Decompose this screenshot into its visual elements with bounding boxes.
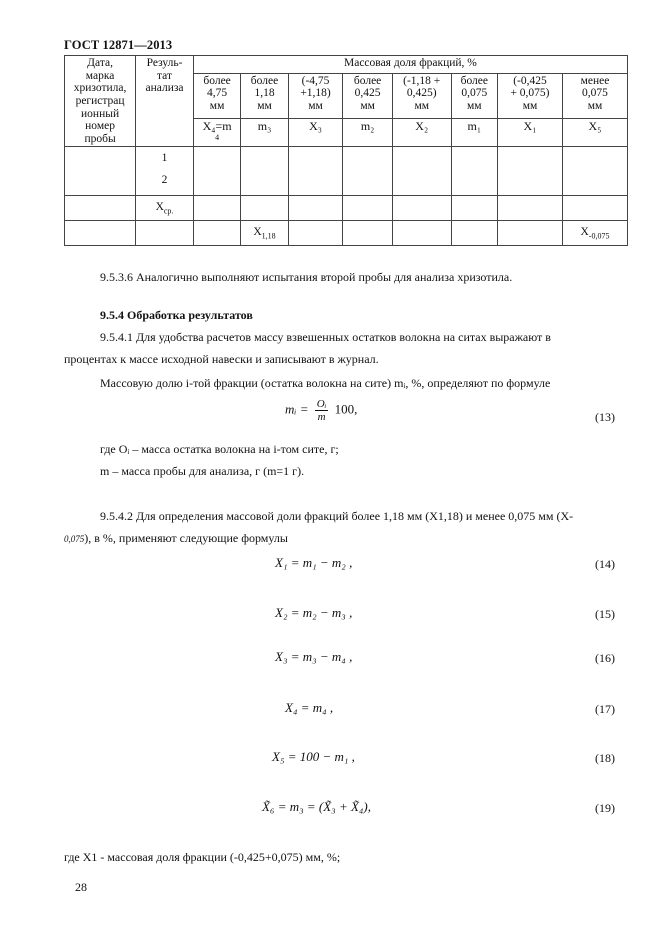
result-x118: $X_{1,18}$ xyxy=(241,221,288,246)
header-line: 0,425 xyxy=(354,87,381,100)
where-x1-definition: где X1 - массовая доля фракции (-0,425+0,075) мм, %; xyxy=(64,850,341,864)
fraction-symbol: m₂ xyxy=(343,119,392,147)
fraction-size-header xyxy=(562,73,627,119)
fraction-size-header xyxy=(193,73,240,119)
paragraph-9-5-4-1-line1: 9.5.4.1 Для удобства расчетов массу взвешенных остатков волокна на ситах выражают в xyxy=(100,330,551,344)
formula-18: X₅ = 100 − m₁ , xyxy=(272,749,355,764)
fraction-symbol: m₁ xyxy=(451,119,497,147)
column-group-header: Массовая доля фракций, % xyxy=(193,56,627,74)
fraction-symbol: X₅ xyxy=(562,119,627,147)
equation-number-17: (17) xyxy=(595,702,615,716)
formula-16: X₃ = m₃ − m₄ , xyxy=(275,649,353,664)
header-line: мм xyxy=(257,99,272,112)
header-line: 0,075 xyxy=(582,87,608,100)
header-line: 4,75 xyxy=(207,87,228,100)
header-line: мм xyxy=(360,99,375,112)
header-line: 1,18 xyxy=(254,87,275,100)
paragraph-9-5-4-2-line2: 0,075), в %, применяют следующие формулы xyxy=(64,531,288,545)
header-line: мм xyxy=(587,99,603,112)
equation-number-18: (18) xyxy=(595,751,615,765)
fractions-table xyxy=(64,55,628,246)
header-line: мм xyxy=(467,99,482,112)
paragraph-9-5-4-1-line2: процентах к массе исходной навески и записывают в журнал. xyxy=(64,352,379,366)
header-line: более xyxy=(353,74,382,87)
fraction-size-header xyxy=(241,73,288,119)
paragraph-9-5-4-2-line1: 9.5.4.2 Для определения массовой доли фракций более 1,18 мм (X1,18) и менее 0,075 мм (X- xyxy=(100,509,574,523)
header-line: мм xyxy=(209,99,225,112)
fraction-size-header xyxy=(288,73,343,119)
page-number: 28 xyxy=(75,880,87,894)
header-line: ионный xyxy=(81,107,120,120)
header-line: 0,425) xyxy=(406,87,437,100)
header-line: регистрац xyxy=(75,94,125,107)
header-line: менее xyxy=(580,74,610,87)
fraction-size-header xyxy=(498,73,563,119)
equation-number-19: (19) xyxy=(595,801,615,815)
result-x0075: $X_{-0,075}$ xyxy=(562,221,627,246)
formula-19: X̃₆ = m₃ = (X̃₃ + X̃₄), xyxy=(262,799,372,814)
formula-17: X₄ = m₄ , xyxy=(285,700,334,715)
column-header-date xyxy=(65,56,136,147)
average-label: $X_{ср.}$ xyxy=(136,196,194,221)
header-line: мм xyxy=(414,99,429,112)
paragraph-9-5-3-6: 9.5.3.6 Аналогично выполняют испытания второй пробы для анализа хризотила. xyxy=(100,270,513,284)
table-row xyxy=(65,221,628,246)
header-line: +1,18) xyxy=(300,87,331,100)
table-header-row xyxy=(65,56,628,74)
equation-number-15: (15) xyxy=(595,607,615,621)
column-header-result xyxy=(136,56,194,147)
paragraph-mass-fraction: Массовую долю i-той фракции (остатка волокна на сите) mᵢ, %, определяют по формуле xyxy=(100,376,551,390)
fraction-size-header xyxy=(343,73,392,119)
header-line: анализа xyxy=(145,82,184,95)
header-line: номер xyxy=(85,120,115,133)
header-line: более xyxy=(250,74,279,87)
header-line: Дата, xyxy=(87,57,113,69)
header-line: пробы xyxy=(84,132,116,145)
fraction-symbol: X₄=m 4 xyxy=(193,119,240,147)
header-line: Резуль- xyxy=(146,57,183,69)
row-number-2: 2 xyxy=(161,174,168,187)
section-heading-9-5-4: 9.5.4 Обработка результатов xyxy=(100,308,253,322)
where-o-definition: где Oᵢ – масса остатка волокна на i-том сите, г; xyxy=(100,442,339,456)
header-line: марка xyxy=(85,69,115,82)
header-line: (-1,18 + xyxy=(403,74,441,87)
header-line: 0,075 xyxy=(461,87,488,100)
header-line: мм xyxy=(522,99,538,112)
table-row xyxy=(65,196,628,221)
fraction-size-header xyxy=(392,73,451,119)
header-line: тат xyxy=(157,69,172,82)
formula-13: mᵢ = $\frac{\text{Oᵢ}}{m}$ 100, xyxy=(285,398,358,423)
formula-14: X₁ = m₁ − m₂ , xyxy=(275,555,353,570)
where-m-definition: m – масса пробы для анализа, г (m=1 г). xyxy=(100,464,305,478)
formula-15: X₂ = m₂ − m₃ , xyxy=(275,605,353,620)
fraction-symbol: X₁ xyxy=(498,119,563,147)
fraction-symbol: X₂ xyxy=(392,119,451,147)
header-line: (-4,75 xyxy=(301,74,330,87)
document-header: ГОСТ 12871—2013 xyxy=(64,38,173,52)
header-line: + 0,075) xyxy=(510,87,550,100)
equation-number-14: (14) xyxy=(595,557,615,571)
equation-number-13: (13) xyxy=(595,410,615,424)
formula-13-fraction: $\frac{\text{Oᵢ}}{m}$ xyxy=(316,398,327,423)
header-line: хризотила, xyxy=(73,82,127,95)
equation-number-16: (16) xyxy=(595,651,615,665)
fraction-symbol: X₃ xyxy=(288,119,343,147)
fraction-size-header xyxy=(451,73,497,119)
header-line: более xyxy=(460,74,488,87)
row-number-1: 1 xyxy=(161,152,168,165)
header-line: (-0,425 xyxy=(513,74,547,87)
table-row xyxy=(65,147,628,196)
header-line: более xyxy=(203,74,231,87)
header-line: мм xyxy=(308,99,323,112)
fraction-symbol: m₃ xyxy=(241,119,288,147)
